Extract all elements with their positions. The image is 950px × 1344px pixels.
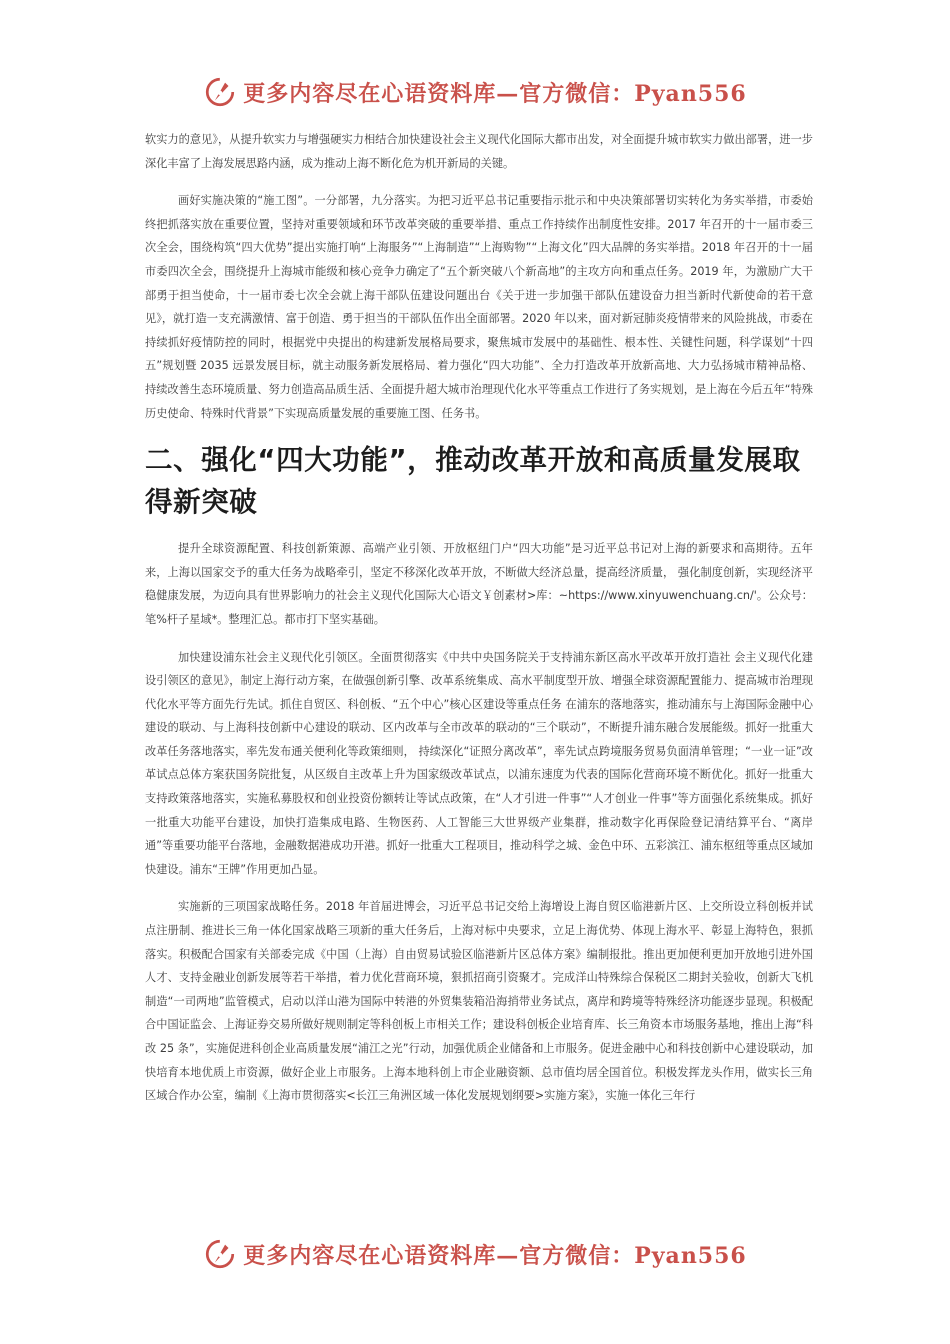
pen-nib-logo-icon [203,1237,237,1271]
banner-text: 更多内容尽在心语资料库—官方微信：Pyan556 [243,1242,747,1269]
paragraph-four-functions: 提升全球资源配置、科技创新策源、高端产业引领、开放枢纽门户“四大功能”是习近平总书记对上海的新要求和高期待。五年来，上海以国家交予的重大任务为战略牵引，坚定不移深化改革开放，不断做大经济总量，提高经济质量， 强化制度创新，实现经济平稳健康发展，为迈向具有世界影响力的社会主义现代化国际大心语文￥创素材>库：~https://www.xinyuwenchuang.cn/'。公众号：笔%杆子星域*。整理汇总。都市打下坚实基础。 [145,542,813,626]
document-body [145,128,813,1122]
footer-banner [0,1232,950,1276]
header-banner [0,70,950,114]
section-heading: 二、强化“四大功能”，推动改革开放和高质量发展取得新突破 [145,444,801,519]
paragraph-construction-plan: 画好实施决策的“施工图”。一分部署，九分落实。为把习近平总书记重要指示批示和中央决策部署切实转化为务实举措，市委始终把抓落实放在重要位置，坚持对重要领域和环节改革突破的重要举措、重点工作持续作出制度性安排。2017 年召开的十一届市委三次全会，围绕构筑“四大优势”提出实施打响“上海服务”“上海制造”“上海购物”“上海文化”四大品牌的务实举措。2018 年召开的十一届市委四次全会，围绕提升上海城市能级和核心竞争力确定了“五个新突破八个新高地”的主攻方向和重点任务。2019 年，为激励广大干部勇于担当使命，十一届市委七次全会就上海干部队伍建设问题出台《关于进一步加强干部队伍建设奋力担当新时代新使命的若干意见》，就打造一支充满激情、富于创造、勇于担当的干部队伍作出全面部署。2020 年以来，面对新冠肺炎疫情带来的风险挑战，市委在持续抓好疫情防控的同时，根据党中央提出的构建新发展格局要求，聚焦城市发展中的基础性、根本性、关键性问题，科学谋划“十四五”规划暨 2035 远景发展目标，就主动服务新发展格局、着力强化“四大功能”、全力打造改革开放新高地、大力弘扬城市精神品格、持续改善生态环境质量、努力创造高品质生活、全面提升超大城市治理现代化水平等重点工作进行了务实规划，是上海在今后五年“特殊历史使命、特殊时代背景”下实现高质量发展的重要施工图、任务书。 [145,194,813,420]
paragraph-continued: 软实力的意见》，从提升软实力与增强硬实力相结合加快建设社会主义现代化国际大都市出发，对全面提升城市软实力做出部署，进一步深化丰富了上海发展思路内涵，成为推动上海不断化危为机开新局的关键。 [145,133,813,170]
paragraph-national-strategy: 实施新的三项国家战略任务。2018 年首届进博会，习近平总书记交给上海增设上海自贸区临港新片区、上交所设立科创板并试点注册制、推进长三角一体化国家战略三项新的重大任务后，上海对标中央要求，立足上海优势、体现上海水平、彰显上海特色，狠抓落实。积极配合国家有关部委完成《中国（上海）自由贸易试验区临港新片区总体方案》编制报批。推出更加便利更加开放地引进外国人才、支持金融业创新发展等若干举措，着力优化营商环境，狠抓招商引资聚才。完成洋山特殊综合保税区二期封关验收，创新大飞机制造“一司两地”监管模式，启动以洋山港为国际中转港的外贸集装箱沿海捎带业务试点，离岸和跨境等特殊经济功能逐步显现。积极配合中国证监会、上海证券交易所做好规则制定等科创板上市相关工作；建设科创板企业培育库、长三角资本市场服务基地，推出上海“科改 25 条”，实施促进科创企业高质量发展“浦江之光”行动，加强优质企业储备和上市服务。促进金融中心和科技创新中心建设联动，加快培育本地优质上市资源，做好企业上市服务。上海本地科创上市企业融资额、总市值均居全国首位。积极发挥龙头作用，做实长三角区域合作办公室，编制《上海市贯彻落实<长江三角洲区域一体化发展规划纲要>实施方案》，实施一体化三年行 [145,900,813,1103]
paragraph-pudong: 加快建设浦东社会主义现代化引领区。全面贯彻落实《中共中央国务院关于支持浦东新区高水平改革开放打造社 会主义现代化建设引领区的意见》，制定上海行动方案，在做强创新引擎、改革系统集成、高水平制度型开放、增强全球资源配置能力、提高城市治理现代化水平等方面先行先试。抓住自贸区、科创板、“五个中心”核心区建设等重点任务 在浦东的落地落实，推动浦东与上海国际金融中心建设的联动、与上海科技创新中心建设的联动、区内改革与全市改革的联动的“三个联动”，不断提升浦东融合发展能级。抓好一批重大改革任务落地落实，率先发布通关便利化等政策细则， 持续深化“证照分离改革”，率先试点跨境服务贸易负面清单管理；“一业一证”改革试点总体方案获国务院批复，从区级自主改革上升为国家级改革试点，以浦东速度为代表的国际化营商环境不断优化。抓好一批重大支持政策落地落实，实施私募股权和创业投资份额转让等试点政策，在“人才引进一件事”“人才创业一件事”等方面强化系统集成。抓好一批重大功能平台建设，加快打造集成电路、生物医药、人工智能三大世界级产业集群，推动数字化再保险登记清结算平台、“离岸通”等重要功能平台落地，金融数据港成功开港。抓好一批重大工程项目，推动科学之城、金色中环、五彩滨江、浦东枢纽等重点区域加快建设。浦东“王牌”作用更加凸显。 [145,650,813,876]
pen-nib-logo-icon [203,75,237,109]
banner-text: 更多内容尽在心语资料库—官方微信：Pyan556 [243,80,747,107]
